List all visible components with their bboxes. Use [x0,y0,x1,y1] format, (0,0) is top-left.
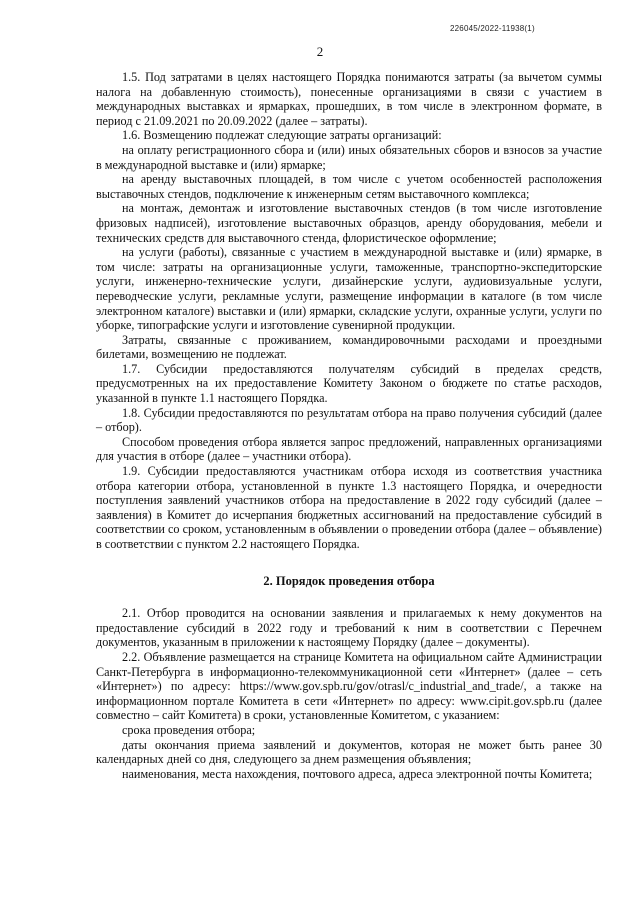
paragraph-1-6: 1.6. Возмещению подлежат следующие затраты организаций: [122,128,442,143]
paragraph-fees: на оплату регистрационного сбора и (или) иных обязательных сборов и взносов за участие в международной выставке и (или) ярмарке; [96,142,602,172]
paragraph-name: наименования, места нахождения, почтового адреса, адреса электронной почты Комитета; [122,766,593,781]
document-id: 226045/2022-11938(1) [450,24,535,33]
paragraph-2-2: 2.2. Объявление размещается на странице Комитета на официальном сайте Администрации Санкт-Петербурга в информационно-телекоммуникационной сети «Интернет» (далее – сеть «Интернет») по адресу: https://www.gov.spb.ru/gov/otrasl/c_industrial_and_trade/, а также на информационном портале Комитета в сети «Интернет» по адресу: www.cipit.gov.spb.ru (далее совместно – сайт Комитета) в сроки, установленные Комитетом, с указанием: [96,649,602,723]
page-number: 2 [316,44,324,59]
paragraph-rent: на аренду выставочных площадей, в том числе с учетом особенностей расположения выставочных стендов, подключение к инженерным сетям выставочного комплекса; [96,172,602,201]
paragraph-deadline: даты окончания приема заявлений и документов, которая не может быть ранее 30 календарных дней со дня, следующего за днем размещения объявления; [96,737,602,767]
paragraph-1-9: 1.9. Субсидии предоставляются участникам отбора исходя из соответствия участника отбора категории отбора, установленной в пункте 1.3 настоящего Порядка, и очередности поступления заявлений участников отбора на предоставление в 2022 году субсидий (далее – заявления) в Комитет до исчерпания бюджетных ассигнований на предоставление субсидий в соответствии со сроком, установленным в объявлении о проведении отбора (далее – объявление) в соответствии с пунктом 2.2 настоящего Порядка. [96,464,602,551]
section-heading: 2. Порядок проведения отбора [263,573,435,588]
document-body [96,70,602,781]
paragraph-method: Способом проведения отбора является запрос предложений, направленных организациями для участия в отборе (далее – участники отбора). [96,434,602,464]
paragraph-1-5: 1.5. Под затратами в целях настоящего Порядка понимаются затраты (за вычетом суммы налога на добавленную стоимость), понесенные организациями в связи с участием в международных выставках и ярмарках, прошедших, в том числе в электронном формате, в период с 21.09.2021 по 20.09.2022 (далее – затраты). [96,70,602,128]
paragraph-services: на услуги (работы), связанные с участием в международной выставке и (или) ярмарке, в том числе: затраты на организационные услуги, таможенные, транспортно-экспедиторские услуги, инженерно-технические услуги, дизайнерские услуги, аудиовизуальные услуги, переводческие услуги, рекламные услуги, размещение информации в каталоге (в том числе электронном каталоге) выставки и (или) ярмарки, складские услуги, охранные услуги, услуги по уборке, типографские услуги и изготовление сувенирной продукции. [96,245,602,333]
paragraph-1-8: 1.8. Субсидии предоставляются по результатам отбора на право получения субсидий (далее – отбор). [96,405,602,435]
paragraph-term: срока проведения отбора; [122,722,256,737]
paragraph-montage: на монтаж, демонтаж и изготовление выставочных стендов (в том числе изготовление фризовых надписей), изготовление выставочных образцов, аренду оборудования, мебели и технических средств для выставочного стенда, флористическое оформление; [96,201,602,245]
paragraph-2-1: 2.1. Отбор проводится на основании заявления и прилагаемых к нему документов на предоставление субсидий в 2022 году и требований к ним в соответствии с Перечнем документов, указанным в приложении к настоящему Порядку (далее – документы). [96,606,602,650]
paragraph-excluded: Затраты, связанные с проживанием, командировочными расходами и проездными билетами, возмещению не подлежат. [96,332,602,362]
paragraph-1-7: 1.7. Субсидии предоставляются получателям субсидий в пределах средств, предусмотренных на их предоставление Комитету Законом о бюджете по статье расходов, указанной в пункте 1.1 настоящего Порядка. [96,361,602,406]
